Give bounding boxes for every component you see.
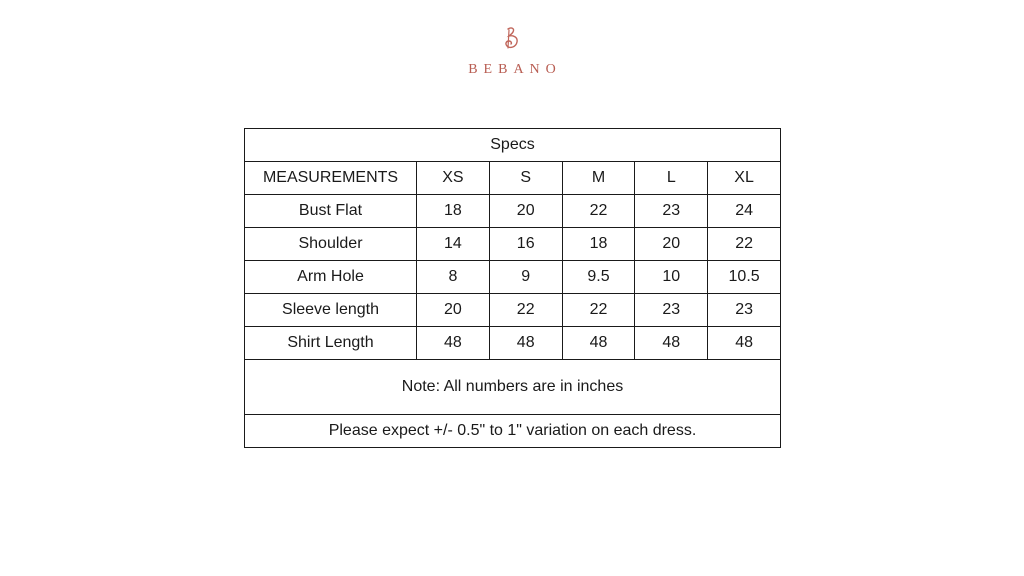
table-cell: 16 — [489, 228, 562, 261]
table-row — [245, 327, 781, 360]
variation-note: Please expect +/- 0.5" to 1" variation on each dress. — [245, 415, 781, 448]
header-cell: XL — [708, 162, 781, 195]
table-cell: 9.5 — [562, 261, 635, 294]
table-cell: 23 — [708, 294, 781, 327]
measurement-label: Shoulder — [245, 228, 417, 261]
table-cell: 48 — [489, 327, 562, 360]
table-cell: 48 — [562, 327, 635, 360]
table-cell: 23 — [635, 195, 708, 228]
table-cell: 48 — [417, 327, 490, 360]
table-cell: 20 — [635, 228, 708, 261]
table-cell: 22 — [489, 294, 562, 327]
header-cell: M — [562, 162, 635, 195]
table-cell: 22 — [562, 294, 635, 327]
table-cell: 48 — [708, 327, 781, 360]
table-cell: 18 — [562, 228, 635, 261]
header-cell: L — [635, 162, 708, 195]
table-cell: 22 — [708, 228, 781, 261]
units-note: Note: All numbers are in inches — [245, 360, 781, 415]
measurement-label: Sleeve length — [245, 294, 417, 327]
table-cell: 14 — [417, 228, 490, 261]
table-cell: 20 — [417, 294, 490, 327]
table-header-row — [245, 162, 781, 195]
table-note-row — [245, 360, 781, 415]
measurement-label: Bust Flat — [245, 195, 417, 228]
brand-logo — [0, 26, 1024, 78]
table-cell: 9 — [489, 261, 562, 294]
table-title: Specs — [245, 129, 781, 162]
table-cell: 23 — [635, 294, 708, 327]
table-row — [245, 294, 781, 327]
table-cell: 48 — [635, 327, 708, 360]
header-cell: XS — [417, 162, 490, 195]
table-cell: 10 — [635, 261, 708, 294]
header-cell: S — [489, 162, 562, 195]
table-cell: 8 — [417, 261, 490, 294]
table-cell: 22 — [562, 195, 635, 228]
brand-name: BEBANO — [468, 62, 562, 77]
table-row — [245, 261, 781, 294]
table-cell: 18 — [417, 195, 490, 228]
bebano-monogram-icon — [502, 26, 522, 54]
table-cell: 20 — [489, 195, 562, 228]
table-cell: 24 — [708, 195, 781, 228]
table-footer-row — [245, 415, 781, 448]
table-cell: 10.5 — [708, 261, 781, 294]
header-cell: MEASUREMENTS — [245, 162, 417, 195]
measurement-label: Arm Hole — [245, 261, 417, 294]
table-title-row — [245, 129, 781, 162]
measurement-label: Shirt Length — [245, 327, 417, 360]
size-specs-table — [244, 128, 781, 448]
table-row — [245, 195, 781, 228]
table-row — [245, 228, 781, 261]
